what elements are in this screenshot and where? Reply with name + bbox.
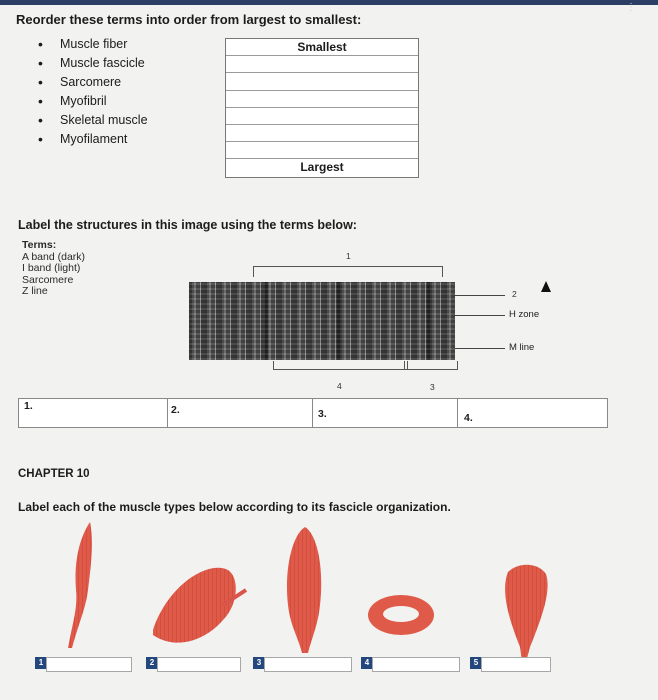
image-number-4: 4 [337, 381, 342, 391]
term-i-band: I band (light) [22, 262, 81, 274]
answer-cell-3[interactable] [312, 399, 457, 427]
h-zone-label: H zone [509, 309, 540, 320]
answer-field-2[interactable] [157, 657, 241, 672]
term-item: • Sarcomere [38, 73, 148, 92]
term-item: • Myofilament [38, 130, 148, 149]
terms-header: Terms: [22, 239, 57, 251]
question-3-title: Label each of the muscle types below according to its fascicle organization. [18, 500, 451, 514]
bracket-1 [253, 266, 443, 277]
question-1-title: Reorder these terms into order from largest to smallest: [16, 12, 362, 27]
order-row[interactable] [226, 125, 418, 142]
order-row-largest[interactable]: Largest [300, 160, 344, 175]
label-line-m-line [455, 348, 505, 349]
order-row[interactable] [226, 73, 418, 90]
answer-number: 4. [464, 412, 473, 424]
term-a-band: A band (dark) [22, 250, 86, 263]
term-item: • Skeletal muscle [38, 111, 148, 130]
terms-box [22, 240, 85, 298]
term-item: • Muscle fascicle [38, 54, 148, 73]
z-line-mark [337, 282, 340, 360]
answer-field-4[interactable] [372, 657, 460, 672]
answer-number: 1. [24, 400, 33, 412]
chapter-title: CHAPTER 10 [18, 468, 90, 480]
convergent-muscle-image [148, 560, 248, 652]
answer-row [18, 398, 608, 428]
mouse-cursor-icon [541, 281, 551, 292]
image-number-2: 2 [512, 289, 517, 299]
parallel-muscle-image [282, 525, 328, 655]
answer-badge: 1 [35, 657, 47, 669]
image-number-1: 1 [346, 251, 351, 261]
bracket-3 [404, 361, 458, 370]
answer-badge: 3 [253, 657, 265, 669]
order-row[interactable] [226, 91, 418, 108]
answer-cell-4[interactable] [457, 399, 607, 427]
more-options-icon[interactable]: ⋮ [626, 2, 636, 13]
muscle-micrograph [189, 282, 455, 360]
terms-list [38, 35, 148, 149]
question-2-title: Label the structures in this image using the terms below: [18, 218, 357, 232]
answer-field-1[interactable] [46, 657, 132, 672]
answer-field-5[interactable] [481, 657, 551, 672]
answer-badge: 2 [146, 657, 158, 669]
term-item: • Myofibril [38, 92, 148, 111]
order-row[interactable] [226, 108, 418, 125]
order-row-smallest[interactable]: Smallest [226, 39, 418, 56]
term-item: • Muscle fiber [38, 35, 148, 54]
label-line-2 [455, 295, 505, 296]
order-row[interactable] [226, 56, 418, 73]
top-bar [0, 0, 658, 5]
label-line-h-zone [455, 315, 505, 316]
bracket-4 [273, 361, 408, 370]
term-sarcomere: Sarcomere [22, 273, 74, 286]
z-line-mark [427, 282, 430, 360]
pennate-muscle-image [500, 562, 550, 667]
order-row[interactable] [226, 142, 418, 159]
fusiform-muscle-image [58, 520, 108, 650]
circular-muscle-image [366, 590, 436, 640]
z-line-mark [265, 282, 268, 360]
answer-badge: 4 [361, 657, 373, 669]
term-z-line: Z line [22, 285, 48, 297]
image-number-3: 3 [430, 382, 435, 392]
answer-number: 3. [318, 408, 327, 420]
answer-number: 2. [171, 404, 180, 416]
answer-cell-1[interactable] [19, 399, 167, 427]
answer-badge: 5 [470, 657, 482, 669]
answer-cell-2[interactable] [167, 399, 312, 427]
answer-field-3[interactable] [264, 657, 352, 672]
order-table [225, 38, 419, 178]
m-line-label: M line [509, 342, 535, 353]
